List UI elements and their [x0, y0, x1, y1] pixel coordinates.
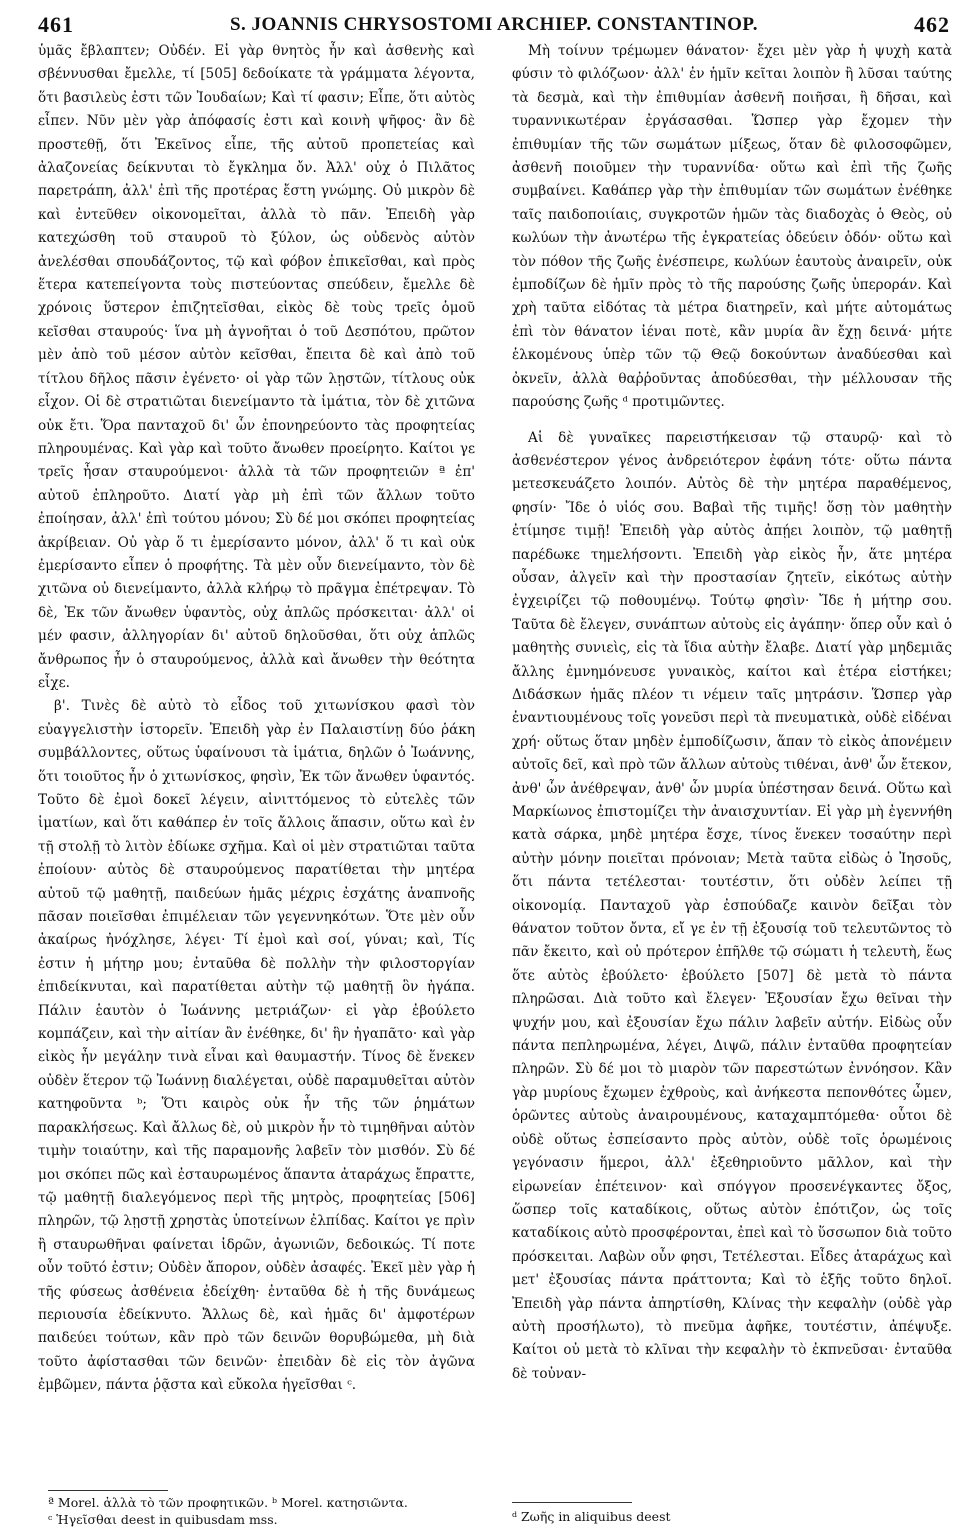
footnote: ᵈ Ζωῆς in aliquibus deest: [512, 1509, 671, 1524]
footnote: ᶜ Ἡγεῖσθαι deest in quibusdam mss.: [48, 1512, 278, 1527]
footnote-rule-right: [512, 1502, 632, 1503]
footnotes-left: [48, 1494, 468, 1528]
footnotes-right: [512, 1508, 932, 1525]
page-number-right: 462: [914, 12, 950, 37]
left-paragraph: β'. Τινὲς δὲ αὐτὸ τὸ εἶδος τοῦ χιτωνίσκου φασὶ τὸν εὐαγγελιστὴν ἱστορεῖν. Ἐπειδὴ γὰρ ἐν Παλαιστίνῃ δύο ῥάκη συμβάλλοντες, οὕτως ὑφαίνουσι τὰ ἱμάτια, δηλῶν ὁ Ἰωάννης, ὅτι τοιοῦτος ἦν ὁ χιτωνίσκος, φησὶν, Ἐκ τῶν ἄνωθεν ὑφαντός. Τοῦτο δὲ ἐμοὶ δοκεῖ λέγειν, αἰνιττόμενος τὸ εὐτελὲς τῶν ἱματίων, καὶ ὅτι καθάπερ ἐν τοῖς ἄλλοις ἅπασιν, οὕτω καὶ ἐν τῇ στολῇ τὸ λιτὸν ἐδίωκε σχῆμα. Καὶ οἱ μὲν στρατιῶται ταῦτα ἐποίουν· αὐτὸς δὲ σταυρούμενος παρατίθεται τὴν μητέρα αὐτοῦ τῷ μαθητῇ, παιδεύων ἡμᾶς μέχρις ἐσχάτης ἀναπνοῆς πᾶσαν ποιεῖσθαι ἐπιμέλειαν τῶν γεγεννηκότων. Ὅτε μὲν οὖν ἀκαίρως ἠνόχλησε, λέγει· Τί ἐμοὶ καὶ σοί, γύναι; καὶ, Τίς ἐστιν ἡ μήτηρ μου; ἐνταῦθα δὲ πολλὴν τὴν φιλοστοργίαν ἐπιδείκνυται, καὶ παρατίθεται αὐτὴν τῷ μαθητῇ ὃν ἠγάπα. Πάλιν ἑαυτὸν ὁ Ἰωάννης μετριάζων· εἰ γὰρ ἐβούλετο κομπάζειν, καὶ τὴν αἰτίαν ἂν ἐνέθηκε, δι' ἣν ἠγαπᾶτο· καὶ γὰρ εἰκὸς ἦν μεγάλην τινὰ εἶναι καὶ θαυμαστήν. Τίνος δὲ ἕνεκεν οὐδὲν ἕτερον τῷ Ἰωάννῃ διαλέγεται, οὐδὲ παραμυθεῖται αὐτὸν κατηφοῦντα ᵇ; Ὅτι καιρὸς οὐκ ἦν τῆς τῶν ῥημάτων παρακλήσεως. Καὶ ἄλλως δὲ, οὐ μικρὸν ἦν τὸ τιμηθῆναι αὐτὸν τιμὴν τοιαύτην, καὶ τῆς παραμονῆς λαβεῖν τὸν μισθόν. Σὺ δέ μοι σκόπει πῶς καὶ ἐσταυρωμένος ἅπαντα ἀταράχως ἔπραττε, τῷ μαθητῇ διαλεγόμενος περὶ τῆς μητρὸς, προφητείας [506] πληρῶν, τῷ λῃστῇ χρηστὰς ὑποτείνων ἐλπίδας. Καίτοι γε πρὶν ἢ σταυρωθῆναι φαίνεται ἱδρῶν, ἀγωνιῶν, δεδοικώς. Τί ποτε οὖν τοῦτό ἐστιν; Οὐδὲν ἄπορον, οὐδὲν ἀσαφές. Ἐκεῖ μὲν γὰρ ἡ τῆς φύσεως ἀσθένεια ἐδείχθη· ἐνταῦθα δὲ ἡ τῆς δυνάμεως περιουσία ἐδείκνυτο. Ἄλλως δὲ, καὶ ἡμᾶς δι' ἀμφοτέρων παιδεύει τούτων, κἂν πρὸ τῶν δεινῶν θορυβώμεθα, μὴ διὰ τοῦτο ἀφίστασθαι τῶν δεινῶν· ἐπειδὰν δὲ εἰς τὸν ἀγῶνα ἐμβῶμεν, πάντα ῥᾷστα καὶ εὔκολα ἡγεῖσθαι ᶜ.: [38, 698, 475, 1394]
right-paragraph: Μὴ τοίνυν τρέμωμεν θάνατον· ἔχει μὲν γὰρ ἡ ψυχὴ κατὰ φύσιν τὸ φιλόζωον· ἀλλ' ἐν ἡμῖν κεῖται λοιπὸν ἢ λῦσαι ταύτης τὰ δεσμὰ, καὶ τὴν ἐπιθυμίαν ἀσθενῆ ποιῆσαι, ἢ δῆσαι, καὶ τυραννικωτέραν ἐργάσασθαι. Ὥσπερ γὰρ ἔχομεν τὴν ἐπιθυμίαν τῆς τῶν σωμάτων μίξεως, ὅταν δὲ φιλοσοφῶμεν, ἀσθενῆ ποιοῦμεν τὴν τυραννίδα· οὕτω καὶ ἐπὶ τῆς ζωῆς συμβαίνει. Καθάπερ γὰρ τὴν ἐπιθυμίαν τῶν σωμάτων ἐνέθηκε ταῖς παιδοποιίαις, συγκροτῶν ἡμῶν τὰς διαδοχὰς ὁ Θεὸς, οὐ κωλύων τὴν ἀνωτέρω τῆς ἐγκρατείας ὁδεύειν ὁδόν· οὕτω καὶ τὸν πόθον τῆς ζωῆς ἐνέσπειρε, κωλύων ἑαυτοὺς ἀναιρεῖν, οὐκ ἐμποδίζων δὲ ἡμῖν πρὸς τὸ τῆς παρούσης ζωῆς ὑπεροράν. Καὶ χρὴ ταῦτα εἰδότας τὰ μέτρα διατηρεῖν, καὶ μήτε αὐτομάτως ἐπὶ τὸν θάνατον ἰέναι ποτὲ, κἂν μυρία ἂν ἔχῃ δεινά· μήτε ἑλκομένους ὑπὲρ τῶν τῷ Θεῷ δοκούντων ἀναδύεσθαι καὶ ὀκνεῖν, ἀλλὰ θαῤῥοῦντας ἀποδύεσθαι, τὴν μέλλουσαν τῆς παρούσης ζωῆς ᵈ προτιμῶντες.: [512, 43, 952, 411]
running-header: [38, 10, 950, 40]
footnote-rule-left: [48, 1490, 168, 1491]
footnote: ª Morel. ἀλλὰ τὸ τῶν προφητικῶν. ᵇ Morel. κατησιῶντα.: [48, 1495, 408, 1510]
column-gutter: [494, 44, 495, 1484]
running-title: S. JOANNIS CHRYSOSTOMI ARCHIEP. CONSTANTINOP.: [229, 14, 759, 35]
page-number-left: 461: [38, 12, 74, 37]
right-paragraph: Αἱ δὲ γυναῖκες παρειστήκεισαν τῷ σταυρῷ· καὶ τὸ ἀσθενέστερον γένος ἀνδρειότερον ἐφάνη τότε· οὕτω πάντα μετεσκευάζετο λοιπόν. Αὐτὸς δὲ τὴν μητέρα παραθέμενος, φησίν· Ἴδε ὁ υἱός σου. Βαβαὶ τῆς τιμῆς! ὅσῃ τὸν μαθητὴν ἐτίμησε τιμῇ! Ἐπειδὴ γὰρ αὐτὸς ἀπῄει λοιπὸν, τῷ μαθητῇ παρέδωκε τημελήσοντι. Ἐπειδὴ γὰρ εἰκὸς ἦν, ἅτε μητέρα οὖσαν, ἀλγεῖν καὶ τὴν προστασίαν ζητεῖν, εἰκότως αὐτὴν ἐγχειρίζει τῷ ποθουμένῳ. Τούτῳ φησὶν· Ἴδε ἡ μήτηρ σου. Ταῦτα δὲ ἔλεγεν, συνάπτων αὐτοὺς εἰς ἀγάπην· ὅπερ οὖν καὶ ὁ μαθητὴς συνιεὶς, εἰς τὰ ἴδια αὐτὴν ἔλαβε. Διατί γὰρ μηδεμιᾶς ἄλλης ἐμνημόνευσε γυναικὸς, καίτοι καὶ ἑτέρα εἱστήκει; Διδάσκων ἡμᾶς πλέον τι νέμειν ταῖς μητράσιν. Ὥσπερ γὰρ ἐναντιουμένους τοῖς γονεῦσι περὶ τὰ πνευματικὰ, οὐδὲ εἰδέναι χρή· οὕτως ὅταν μηδὲν ἐμποδίζωσιν, ἅπαν τὸ εἰκὸς ἀπονέμειν αὐτοῖς δεῖ, καὶ πρὸ τῶν ἄλλων αὐτοὺς τιθέναι, ἀνθ' ὧν ἔτεκον, ἀνθ' ὧν ἀνέθρεψαν, ἀνθ' ὧν μυρία ὑπέστησαν δεινά. Οὕτω καὶ Μαρκίωνος ἐπιστομίζει τὴν ἀναισχυντίαν. Εἰ γὰρ μὴ ἐγεννήθη κατὰ σάρκα, μηδὲ μητέρα ἔσχε, τίνος ἕνεκεν τοσαύτην περὶ αὐτὴν μόνην ποιεῖται πρόνοιαν; Μετὰ ταῦτα εἰδὼς ὁ Ἰησοῦς, ὅτι πάντα τετέλεσται· τουτέστιν, ὅτι οὐδὲν λείπει τῇ οἰκονομίᾳ. Πανταχοῦ γὰρ ἐσπούδαζε καινὸν δεῖξαι τὸν θάνατον τοῦτον ὄντα, εἴ γε ἐν τῇ ἐξουσίᾳ τοῦ τελευτῶντος τὸ πᾶν ἔκειτο, καὶ οὐ πρότερον ἐπῆλθε τῷ σώματι ἡ τελευτὴ, ἕως ὅτε αὐτὸς ἐβούλετο· ἐβούλετο [507] δὲ μετὰ τὸ πάντα πληρῶσαι. Διὰ τοῦτο καὶ ἔλεγεν· Ἐξουσίαν ἔχω θεῖναι τὴν ψυχήν μου, καὶ ἐξουσίαν ἔχω πάλιν λαβεῖν αὐτήν. Εἰδὼς οὖν πάντα πεπληρωμένα, λέγει, Διψῶ, πάλιν ἐνταῦθα προφητείαν πληρῶν. Σὺ δέ μοι τὸ μιαρὸν τῶν παρεστώτων ἐννόησον. Κἂν γὰρ μυρίους ἔχωμεν ἐχθροὺς, καὶ ἀνήκεστα πεπονθότες ὦμεν, ὁρῶντες αὐτοὺς ἀναιρουμένους, καταχαμπτόμεθα· οὗτοι δὲ οὐδὲ οὕτως ἐσπείσαντο πρὸς αὐτὸν, οὐδὲ τοῖς ὁρωμένοις γεγόνασιν ἥμεροι, ἀλλ' ἐξεθηριοῦντο μᾶλλον, καὶ τὴν εἰρωνείαν ἐπέτεινον· καὶ σπόγγον προσενέγκαντες ὄξος, ὥσπερ τοῖς καταδίκοις, οὕτως αὐτὸν ἐπότιζον, ὡς τοῖς καταδίκοις αὐτὸ προσφέρονται, ἐπεὶ καὶ τὸ ὕσσωπον διὰ τοῦτο πρόσκειται. Λαβὼν οὖν φησι, Τετέλεσται. Εἶδες ἀταράχως καὶ μετ' ἐξουσίας πάντα πράττοντα; Καὶ τὸ ἑξῆς τοῦτο δηλοῖ. Ἐπειδὴ γὰρ πάντα ἀπηρτίσθη, Κλίνας τὴν κεφαλὴν (οὐδὲ γὰρ αὐτὴ προσήλωτο), τὸ πνεῦμα ἀφῆκε, τουτέστιν, ἀπέψυξε. Καίτοι οὐ μετὰ τὸ κλῖναι τὴν κεφαλὴν τὸ ἐκπνεῦσαι· ἐνταῦθα δὲ τοὐναν-: [512, 429, 952, 1382]
right-column: [512, 40, 952, 1386]
left-column: [38, 40, 475, 1398]
left-paragraph: ὑμᾶς ἔβλαπτεν; Οὐδέν. Εἰ γὰρ θνητὸς ἦν καὶ ἀσθενὴς καὶ σβέννυσθαι ἔμελλε, τί [505] δεδοίκατε τὰ γράμματα λέγοντα, ὅτι βασιλεὺς ἐστι τῶν Ἰουδαίων; Καὶ τί φασιν; Εἶπε, ὅτι αὐτὸς εἶπεν. Νῦν μὲν γὰρ ἀπόφασίς ἐστι καὶ κοινὴ ψῆφος· ἂν δὲ προστεθῇ, ὅτι Ἐκεῖνος εἶπε, τῆς αὐτοῦ προπετείας καὶ ἀλαζονείας δείκνυται τὸ ἔγκλημα ὄν. Ἀλλ' οὐχ ὁ Πιλᾶτος παρετράπη, ἀλλ' ἐπὶ τῆς προτέρας ἔστη γνώμης. Οὐ μικρὸν δὲ καὶ ἐντεῦθεν οἰκονομεῖται, ἀλλὰ τὸ πᾶν. Ἐπειδὴ γὰρ κατεχώσθη τοῦ σταυροῦ τὸ ξύλον, ὡς οὐδενὸς αὐτὸν ἀνελέσθαι σπουδάζοντος, τῷ καὶ φόβον ἐπικεῖσθαι, καὶ πρὸς ἕτερα κατεπείγοντα τοὺς πιστεύοντας σπεύδειν, ἔμελλε δὲ χρόνοις ὕστερον ἐπιζητεῖσθαι, εἰκὸς δὲ τοὺς τρεῖς ὁμοῦ κεῖσθαι σταυρούς· ἵνα μὴ ἀγνοῆται ὁ τοῦ Δεσπότου, πρῶτον μὲν ἀπὸ τοῦ μέσον αὐτὸν κεῖσθαι, ἔπειτα δὲ καὶ ἀπὸ τοῦ τίτλου δῆλος πᾶσιν ἐγένετο· οἱ γὰρ τῶν λῃστῶν, τίτλους οὐκ εἶχον. Οἱ δὲ στρατιῶται διενείμαντο τὰ ἱμάτια, τὸν δὲ χιτῶνα οὐκ ἔτι. Ὅρα πανταχοῦ δι' ὧν ἐπονηρεύοντο τὰς προφητείας πληρουμένας. Καὶ γὰρ καὶ τοῦτο ἄνωθεν προείρητο. Καίτοι γε τρεῖς ἦσαν σταυρούμενοι· ἀλλὰ τὰ τῶν προφητειῶν ª ἐπ' αὐτοῦ ἐπληροῦτο. Διατί γὰρ μὴ ἐπὶ τῶν ἄλλων τοῦτο ἐποίησαν, ἀλλ' ἐπὶ τούτου μόνου; Σὺ δέ μοι σκόπει προφητείας ἀκρίβειαν. Οὐ γὰρ ὅ τι ἐμερίσαντο μόνον, ἀλλ' ὅ τι καὶ οὐκ ἐμερίσαντο εἶπεν ὁ προφήτης. Τὰ μὲν οὖν διενείμαντο, τὸν δὲ χιτῶνα οὐ διενείμαντο, ἀλλὰ κλήρῳ τὸ πρᾶγμα ἐπέτρεψαν. Τὸ δὲ, Ἐκ τῶν ἄνωθεν ὑφαντὸς, οὐχ ἁπλῶς πρόσκειται· ἀλλ' οἱ μέν φασιν, ἀλληγορίαν δι' αὐτοῦ δηλοῦσθαι, ὅτι οὐχ ἁπλῶς ἄνθρωπος ἦν ὁ σταυρούμενος, ἀλλὰ καὶ ἄνωθεν τὴν θεότητα εἶχε.: [38, 43, 475, 691]
